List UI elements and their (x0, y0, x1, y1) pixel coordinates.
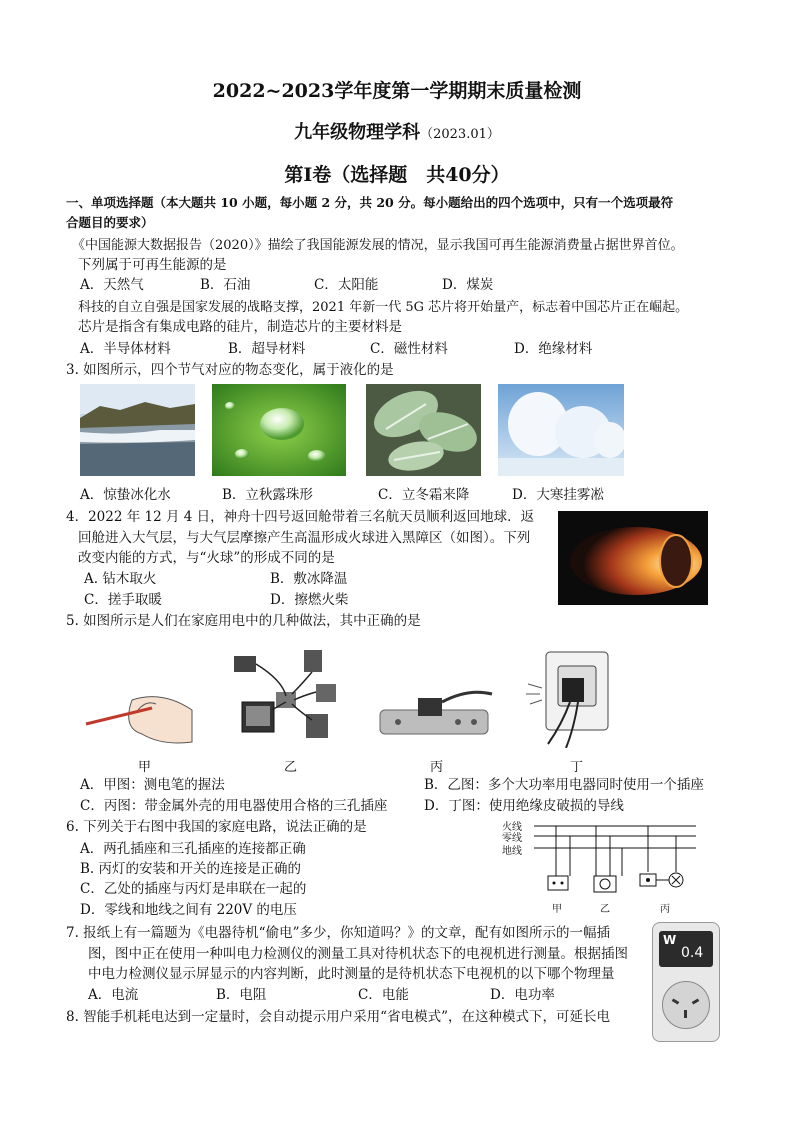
q2-option-c: C．磁性材料 (370, 341, 448, 357)
q1-option-d: D．煤炭 (442, 277, 494, 293)
device-label-jia: 甲 (552, 904, 562, 915)
q3-option-d: D．大寒挂雾凇 (512, 487, 604, 503)
q2-option-b: B．超导材料 (228, 341, 306, 357)
q1-stem: 《中国能源大数据报告（2020）》描绘了我国能源发展的情况，显示我国可再生能源消费量占据世界首位。 (72, 238, 684, 253)
q6-option-d: D．零线和地线之间有 220V 的电压 (80, 902, 297, 918)
q4-stem-cont2: 改变内能的方式，与“火球”的形成不同的是 (78, 550, 335, 566)
meter-value: 0.4 (681, 945, 704, 961)
caption-ding: 丁 (570, 760, 584, 775)
q7-stem: 7. 报纸上有一篇题为《电器待机“偷电”多少，你知道吗？》的文章，配有如图所示的一幅插 (66, 925, 610, 941)
photo-dew-drops (212, 384, 346, 476)
outlet-slot-left (672, 998, 680, 1004)
household-circuit-diagram (500, 816, 700, 916)
q4-option-b: B．敷冰降温 (270, 571, 348, 587)
q4-option-c: C．搓手取暖 (84, 592, 162, 608)
power-meter-screen (659, 931, 713, 967)
q4-option-a: A. 钻木取火 (84, 571, 157, 587)
q6-option-b: B. 丙灯的安装和开关的连接是正确的 (80, 861, 302, 877)
exam-date: （2023.01） (420, 127, 500, 142)
q4-option-d: D．擦燃火柴 (270, 592, 349, 608)
subject-line (0, 118, 794, 144)
q1-stem-cont: 下列属于可再生能源的是 (78, 257, 227, 273)
q2-stem: 科技的自立自强是国家发展的战略支撑，2021 年新一代 5G 芯片将开始量产，标志着中国芯片正在崛起。 (78, 300, 689, 315)
image-tester-pen-grip (82, 680, 200, 748)
q7-option-c: C．电能 (358, 987, 409, 1003)
q1-option-c: C．太阳能 (314, 277, 379, 293)
photo-ice-melting (80, 384, 195, 476)
q8-stem: 8. 智能手机耗电达到一定量时，会自动提示用户采用“省电模式”，在这种模式下，可延长电 (66, 1009, 610, 1025)
q4-stem-cont1: 回舱进入大气层，与大气层摩擦产生高温形成火球进入黑障区（如图）。下列 (78, 530, 531, 546)
q3-option-c: C．立冬霜来降 (378, 487, 470, 503)
caption-bing: 丙 (430, 760, 444, 775)
q2-stem-cont: 芯片是指含有集成电路的硅片，制造芯片的主要材料是 (78, 319, 402, 335)
wire-label-neutral: 零线 (502, 833, 522, 844)
outlet-slot-ground (684, 1010, 687, 1018)
section-heading-cont: 合题目的要求） (66, 215, 154, 230)
q4-stem: 4．2022 年 12 月 4 日，神舟十四号返回舱带着三名航天员顺利返回地球．返 (66, 509, 535, 525)
q5-option-a: A．甲图：测电笔的握法 (80, 777, 225, 793)
photo-reentry-fireball (558, 511, 708, 605)
q5-option-b: B．乙图：多个大功率用电器同时使用一个插座 (424, 777, 704, 793)
q7-stem-cont2: 中电力检测仪显示屏显示的内容判断，此时测量的是待机状态下电视机的以下哪个物理量 (88, 966, 615, 982)
q1-option-a: A．天然气 (80, 277, 144, 293)
caption-yi: 乙 (284, 760, 298, 775)
wire-label-ground: 地线 (502, 846, 522, 857)
photo-frost-leaves (366, 384, 481, 476)
image-damaged-wire (518, 644, 622, 748)
q7-option-a: A．电流 (88, 987, 139, 1003)
image-three-hole-strip (378, 684, 494, 746)
q5-option-c: C．丙图：带金属外壳的用电器使用合格的三孔插座 (80, 798, 388, 814)
power-meter-device (652, 922, 720, 1042)
q6-stem: 6. 下列关于右图中我国的家庭电路，说法正确的是 (66, 819, 367, 835)
q3-option-b: B．立秋露珠形 (222, 487, 313, 503)
section-heading: 一、单项选择题（本大题共 10 小题，每小题 2 分，共 20 分。每小题给出的四个选项中，只有一个选项最符 (66, 195, 674, 210)
outlet-slot-right (692, 998, 700, 1004)
q3-option-a: A．惊蛰冰化水 (80, 487, 171, 503)
meter-unit: W (663, 933, 677, 947)
caption-jia: 甲 (138, 760, 152, 775)
device-label-bing: 丙 (660, 904, 670, 915)
part-title: 第Ⅰ卷（选择题 共40分） (284, 164, 510, 186)
q2-option-d: D．绝缘材料 (514, 341, 593, 357)
q5-stem: 5. 如图所示是人们在家庭用电中的几种做法，其中正确的是 (66, 613, 421, 629)
q5-option-d: D．丁图：使用绝缘皮破损的导线 (424, 798, 624, 814)
q3-stem: 3. 如图所示，四个节气对应的物态变化，属于液化的是 (66, 362, 394, 378)
q7-stem-cont1: 图，图中正在使用一种叫电力检测仪的测量工具对待机状态下的电视机进行测量。根据插图 (88, 946, 628, 962)
image-overloaded-socket (232, 640, 340, 746)
power-meter-outlet (662, 981, 710, 1029)
q7-option-d: D．电功率 (490, 987, 555, 1003)
device-label-yi: 乙 (600, 904, 610, 915)
q7-option-b: B．电阻 (216, 987, 267, 1003)
q6-option-a: A．两孔插座和三孔插座的连接都正确 (80, 841, 306, 857)
wire-label-live: 火线 (502, 822, 522, 833)
subject-name: 九年级物理学科 (294, 122, 421, 143)
q1-option-b: B．石油 (200, 277, 251, 293)
q6-option-c: C．乙处的插座与丙灯是串联在一起的 (80, 881, 307, 897)
photo-rime-trees (498, 384, 624, 476)
q2-option-a: A．半导体材料 (80, 341, 171, 357)
exam-title: 2022~2023学年度第一学期期末质量检测 (212, 80, 582, 102)
